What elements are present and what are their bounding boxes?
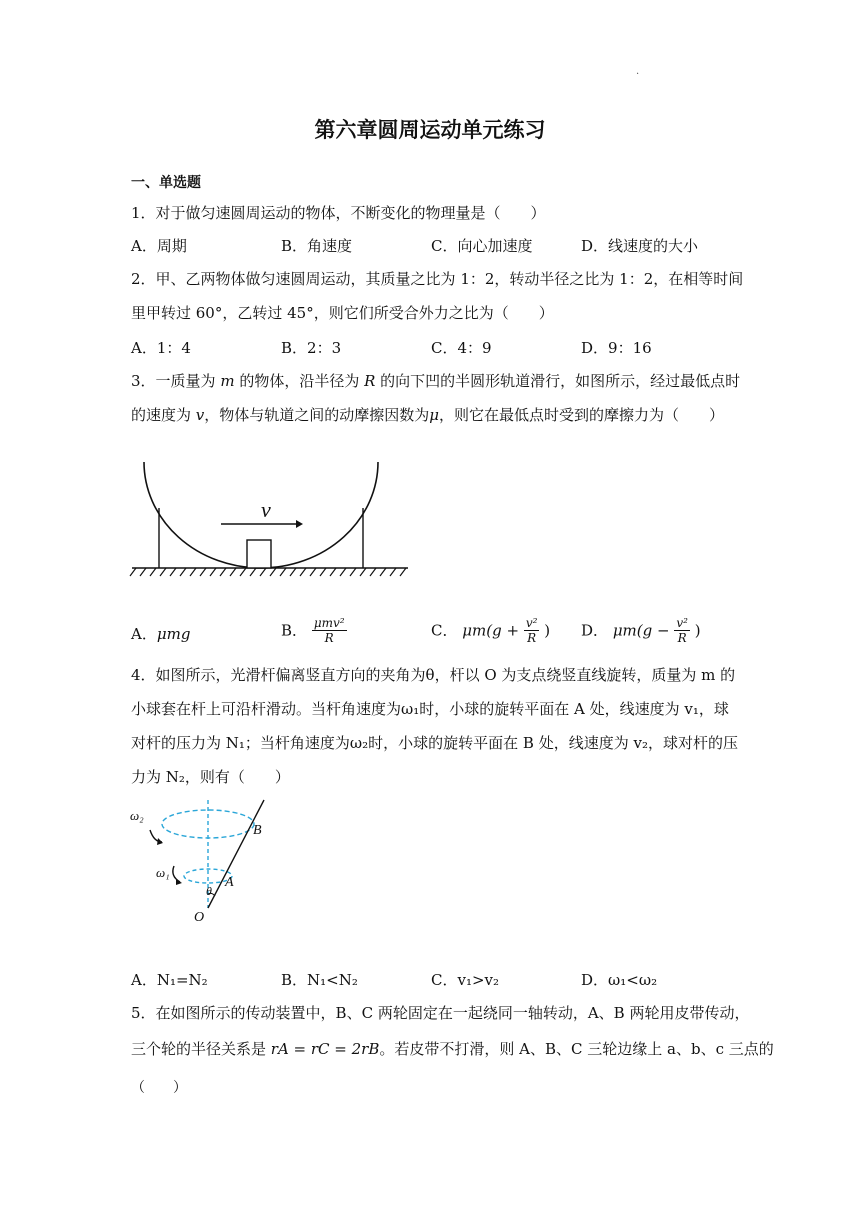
q1-option-a: A．周期 [131, 237, 187, 255]
q3-bowl-figure [128, 460, 413, 580]
q5-line-2: 三个轮的半径关系是 rA = rC = 2rB。若皮带不打滑，则 A、B、C 三轮边缘上 a、b、c 三点的 [131, 1040, 774, 1058]
point-b-label: B [253, 823, 262, 838]
q5-line-3: （ ） [131, 1080, 187, 1096]
q3-option-a: A．μmg [131, 625, 191, 643]
q3-line-2: 的速度为 v，物体与轨道之间的动摩擦因数为μ，则它在最低点时受到的摩擦力为（ ） [131, 406, 725, 424]
q4-cone-figure [128, 796, 278, 924]
q2-line-1: 2．甲、乙两物体做匀速圆周运动，其质量之比为 1：2，转动半径之比为 1：2，在相等时间 [131, 270, 744, 288]
velocity-label: v [261, 497, 271, 522]
q4-option-a: A．N₁=N₂ [131, 971, 208, 989]
q4-option-c: C．v₁>v₂ [431, 971, 500, 989]
q1-option-c: C．向心加速度 [431, 237, 533, 255]
q4-line-4: 力为 N₂，则有（ ） [131, 768, 290, 786]
rod [208, 800, 264, 908]
q2-option-c: C．4：9 [431, 339, 492, 357]
q2-option-b: B．2：3 [281, 339, 342, 357]
block [247, 540, 271, 568]
point-o-label: O [194, 910, 205, 924]
q2-line-2: 里甲转过 60°，乙转过 45°，则它们所受合外力之比为（ ） [131, 304, 554, 322]
q4-line-1: 4．如图所示，光滑杆偏离竖直方向的夹角为θ，杆以 O 为支点绕竖直线旋转，质量为 m 的 [131, 666, 736, 684]
q3-line-1: 3．一质量为 m 的物体，沿半径为 R 的向下凹的半圆形轨道滑行，如图所示，经过最低点时 [131, 372, 741, 390]
ground-hatching [130, 568, 406, 576]
q1-option-d: D．线速度的大小 [581, 237, 699, 255]
arrow-head-icon [176, 879, 182, 885]
q3-option-c: C． μm(g + $\frac{\text{v²}}{R}$ ) [431, 616, 551, 645]
q1-option-b: B．角速度 [281, 237, 353, 255]
omega1-label: ω₁ [156, 865, 170, 880]
omega2-label: ω₂ [130, 808, 144, 823]
q2-option-a: A．1：4 [131, 339, 191, 357]
theta-label: θ [206, 884, 212, 898]
q4-line-3: 对杆的压力为 N₁；当杆角速度为ω₂时，小球的旋转平面在 B 处，线速度为 v₂，球对杆的压 [131, 734, 738, 752]
q4-line-2: 小球套在杆上可沿杆滑动。当杆角速度为ω₁时，小球的旋转平面在 A 处，线速度为 v₁，球 [131, 700, 729, 718]
arrow-head-icon [157, 838, 163, 845]
point-a-label: A [225, 875, 234, 890]
header-mark: . [636, 66, 640, 77]
q1-stem: 1．对于做匀速圆周运动的物体，不断变化的物理量是（ ） [131, 204, 546, 222]
arrow-head-icon [296, 520, 303, 528]
q4-option-b: B．N₁<N₂ [281, 971, 358, 989]
q5-line-1: 5．在如图所示的传动装置中，B、C 两轮固定在一起绕同一轴转动，A、B 两轮用皮带传动， [131, 1004, 750, 1022]
page-title: 第六章圆周运动单元练习 [314, 117, 546, 142]
section-heading: 一、单选题 [131, 175, 201, 191]
q4-option-d: D．ω₁<ω₂ [581, 971, 658, 989]
q2-option-d: D．9：16 [581, 339, 652, 357]
q3-option-d: D． μm(g − $\frac{\text{v²}}{R}$ ) [581, 616, 701, 645]
q3-option-b: B． $\frac{\text{μmv²}}{R}$ [281, 616, 345, 645]
